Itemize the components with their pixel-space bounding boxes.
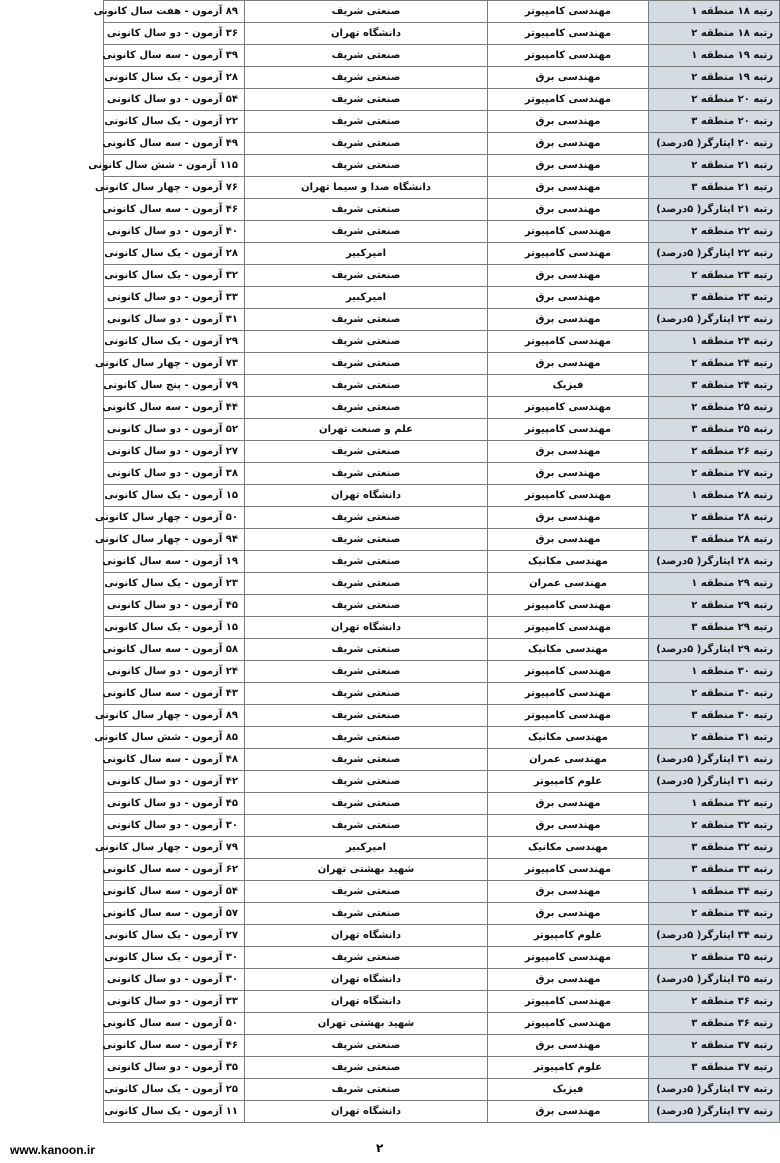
rank-cell: رتبه ۲۴ منطقه ۲ (649, 353, 780, 375)
table-row (104, 375, 780, 397)
university-cell: صنعتی شریف (245, 309, 488, 331)
rank-cell: رتبه ۲۰ منطقه ۳ (649, 111, 780, 133)
field-cell: مهندسی عمران (488, 749, 649, 771)
field-cell: مهندسی برق (488, 353, 649, 375)
field-cell: مهندسی برق (488, 529, 649, 551)
table-row (104, 815, 780, 837)
field-cell: مهندسی کامپیوتر (488, 45, 649, 67)
table-row (104, 463, 780, 485)
rank-cell: رتبه ۲۲ منطقه ۲ (649, 221, 780, 243)
university-cell: صنعتی شریف (245, 551, 488, 573)
field-cell: مهندسی برق (488, 969, 649, 991)
rank-cell: رتبه ۲۷ منطقه ۲ (649, 463, 780, 485)
rank-cell: رتبه ۳۰ منطقه ۳ (649, 705, 780, 727)
rank-cell: رتبه ۳۴ منطقه ۱ (649, 881, 780, 903)
field-cell: مهندسی کامپیوتر (488, 243, 649, 265)
rank-cell: رتبه ۲۹ منطقه ۲ (649, 595, 780, 617)
university-cell: صنعتی شریف (245, 441, 488, 463)
table-row (104, 221, 780, 243)
university-cell: صنعتی شریف (245, 705, 488, 727)
field-cell: مهندسی کامپیوتر (488, 485, 649, 507)
university-cell: صنعتی شریف (245, 573, 488, 595)
university-cell: صنعتی شریف (245, 661, 488, 683)
exams-cell: ۲۳ آزمون - یک سال کانونی (104, 573, 245, 595)
university-cell: دانشگاه تهران (245, 969, 488, 991)
table-row (104, 661, 780, 683)
exams-cell: ۲۸ آزمون - یک سال کانونی (104, 243, 245, 265)
rank-cell: رتبه ۲۰ ایثارگر( ۵درصد) (649, 133, 780, 155)
exams-cell: ۵۲ آزمون - دو سال کانونی (104, 419, 245, 441)
table-row (104, 529, 780, 551)
table-row (104, 287, 780, 309)
table-row (104, 947, 780, 969)
rank-cell: رتبه ۲۰ منطقه ۲ (649, 89, 780, 111)
field-cell: مهندسی کامپیوتر (488, 23, 649, 45)
rank-cell: رتبه ۳۴ ایثارگر( ۵درصد) (649, 925, 780, 947)
results-table (88, 0, 780, 1123)
university-cell: صنعتی شریف (245, 375, 488, 397)
table-row (104, 89, 780, 111)
university-cell: صنعتی شریف (245, 507, 488, 529)
exams-cell: ۳۰ آزمون - دو سال کانونی (104, 815, 245, 837)
rank-cell: رتبه ۲۶ منطقه ۲ (649, 441, 780, 463)
rank-cell: رتبه ۳۷ ایثارگر( ۵درصد) (649, 1079, 780, 1101)
rank-cell: رتبه ۳۱ ایثارگر( ۵درصد) (649, 749, 780, 771)
table-row (104, 419, 780, 441)
exams-cell: ۵۰ آزمون - سه سال کانونی (104, 1013, 245, 1035)
table-row (104, 683, 780, 705)
field-cell: مهندسی کامپیوتر (488, 89, 649, 111)
university-cell: صنعتی شریف (245, 1079, 488, 1101)
exams-cell: ۴۰ آزمون - دو سال کانونی (104, 221, 245, 243)
rank-cell: رتبه ۱۹ منطقه ۲ (649, 67, 780, 89)
university-cell: صنعتی شریف (245, 331, 488, 353)
exams-cell: ۳۰ آزمون - دو سال کانونی (104, 969, 245, 991)
table-row (104, 1079, 780, 1101)
table-row (104, 551, 780, 573)
rank-cell: رتبه ۲۴ منطقه ۱ (649, 331, 780, 353)
field-cell: مهندسی برق (488, 463, 649, 485)
rank-cell: رتبه ۳۱ منطقه ۲ (649, 727, 780, 749)
exams-cell: ۲۹ آزمون - یک سال کانونی (104, 331, 245, 353)
university-cell: صنعتی شریف (245, 133, 488, 155)
university-cell: صنعتی شریف (245, 353, 488, 375)
field-cell: مهندسی برق (488, 903, 649, 925)
field-cell: مهندسی کامپیوتر (488, 947, 649, 969)
university-cell: صنعتی شریف (245, 683, 488, 705)
table-row (104, 573, 780, 595)
exams-cell: ۱۹ آزمون - سه سال کانونی (104, 551, 245, 573)
university-cell: صنعتی شریف (245, 155, 488, 177)
university-cell: صنعتی شریف (245, 727, 488, 749)
university-cell: صنعتی شریف (245, 793, 488, 815)
rank-cell: رتبه ۲۱ منطقه ۲ (649, 155, 780, 177)
field-cell: مهندسی برق (488, 199, 649, 221)
university-cell: صنعتی شریف (245, 199, 488, 221)
field-cell: مهندسی برق (488, 815, 649, 837)
table-row (104, 991, 780, 1013)
exams-cell: ۵۴ آزمون - دو سال کانونی (104, 89, 245, 111)
field-cell: مهندسی برق (488, 441, 649, 463)
results-table-body (88, 1, 780, 1123)
rank-cell: رتبه ۲۱ ایثارگر( ۵درصد) (649, 199, 780, 221)
rank-cell: رتبه ۲۵ منطقه ۳ (649, 419, 780, 441)
exams-cell: ۳۵ آزمون - دو سال کانونی (104, 1057, 245, 1079)
exams-cell: ۳۰ آزمون - یک سال کانونی (104, 947, 245, 969)
table-row (104, 1, 780, 23)
field-cell: مهندسی برق (488, 507, 649, 529)
rank-cell: رتبه ۲۱ منطقه ۳ (649, 177, 780, 199)
field-cell: مهندسی کامپیوتر (488, 331, 649, 353)
exams-cell: ۵۴ آزمون - سه سال کانونی (104, 881, 245, 903)
university-cell: دانشگاه تهران (245, 991, 488, 1013)
rank-cell: رتبه ۳۴ منطقه ۲ (649, 903, 780, 925)
rank-cell: رتبه ۳۷ منطقه ۳ (649, 1057, 780, 1079)
rank-cell: رتبه ۲۳ ایثارگر( ۵درصد) (649, 309, 780, 331)
table-row (104, 595, 780, 617)
table-row (104, 1101, 780, 1123)
university-cell: صنعتی شریف (245, 947, 488, 969)
field-cell: مهندسی کامپیوتر (488, 859, 649, 881)
table-row (104, 265, 780, 287)
university-cell: علم و صنعت تهران (245, 419, 488, 441)
field-cell: مهندسی کامپیوتر (488, 419, 649, 441)
table-row (104, 749, 780, 771)
exams-cell: ۳۳ آزمون - دو سال کانونی (104, 991, 245, 1013)
exams-cell: ۷۳ آزمون - چهار سال کانونی (104, 353, 245, 375)
field-cell: مهندسی مکانیک (488, 837, 649, 859)
exams-cell: ۷۹ آزمون - چهار سال کانونی (104, 837, 245, 859)
rank-cell: رتبه ۲۸ ایثارگر( ۵درصد) (649, 551, 780, 573)
field-cell: مهندسی کامپیوتر (488, 661, 649, 683)
field-cell: علوم کامپیوتر (488, 925, 649, 947)
rank-cell: رتبه ۲۵ منطقه ۲ (649, 397, 780, 419)
field-cell: مهندسی برق (488, 1101, 649, 1123)
exams-cell: ۴۵ آزمون - دو سال کانونی (104, 793, 245, 815)
rank-cell: رتبه ۳۲ منطقه ۱ (649, 793, 780, 815)
exams-cell: ۳۹ آزمون - سه سال کانونی (104, 45, 245, 67)
table-row (104, 353, 780, 375)
field-cell: مهندسی کامپیوتر (488, 397, 649, 419)
university-cell: شهید بهشتی تهران (245, 859, 488, 881)
rank-cell: رتبه ۲۹ منطقه ۱ (649, 573, 780, 595)
exams-cell: ۲۴ آزمون - دو سال کانونی (104, 661, 245, 683)
rank-cell: رتبه ۲۳ منطقه ۲ (649, 265, 780, 287)
field-cell: مهندسی برق (488, 881, 649, 903)
university-cell: صنعتی شریف (245, 67, 488, 89)
exams-cell: ۸۵ آزمون - شش سال کانونی (104, 727, 245, 749)
rank-cell: رتبه ۲۹ منطقه ۳ (649, 617, 780, 639)
university-cell: صنعتی شریف (245, 529, 488, 551)
exams-cell: ۶۲ آزمون - سه سال کانونی (104, 859, 245, 881)
table-row (104, 45, 780, 67)
rank-cell: رتبه ۱۸ منطقه ۱ (649, 1, 780, 23)
website-url[interactable]: www.kanoon.ir (10, 1143, 95, 1157)
field-cell: علوم کامپیوتر (488, 1057, 649, 1079)
rank-cell: رتبه ۱۹ منطقه ۱ (649, 45, 780, 67)
table-row (104, 903, 780, 925)
university-cell: صنعتی شریف (245, 903, 488, 925)
field-cell: مهندسی مکانیک (488, 727, 649, 749)
rank-cell: رتبه ۲۹ ایثارگر( ۵درصد) (649, 639, 780, 661)
field-cell: مهندسی کامپیوتر (488, 595, 649, 617)
exams-cell: ۹۴ آزمون - چهار سال کانونی (104, 529, 245, 551)
exams-cell: ۲۸ آزمون - یک سال کانونی (104, 67, 245, 89)
university-cell: صنعتی شریف (245, 1, 488, 23)
rank-cell: رتبه ۲۸ منطقه ۳ (649, 529, 780, 551)
rank-cell: رتبه ۲۲ ایثارگر( ۵درصد) (649, 243, 780, 265)
table-row (104, 441, 780, 463)
field-cell: مهندسی برق (488, 67, 649, 89)
rank-cell: رتبه ۳۶ منطقه ۲ (649, 991, 780, 1013)
table-row (104, 859, 780, 881)
table-row (104, 793, 780, 815)
table-row (104, 67, 780, 89)
exams-cell: ۲۲ آزمون - یک سال کانونی (104, 111, 245, 133)
rank-cell: رتبه ۳۵ ایثارگر( ۵درصد) (649, 969, 780, 991)
rank-cell: رتبه ۳۵ منطقه ۲ (649, 947, 780, 969)
exams-cell: ۸۹ آزمون - هفت سال کانونی (104, 1, 245, 23)
rank-cell: رتبه ۳۲ منطقه ۲ (649, 815, 780, 837)
field-cell: مهندسی برق (488, 793, 649, 815)
university-cell: صنعتی شریف (245, 749, 488, 771)
field-cell: مهندسی مکانیک (488, 639, 649, 661)
field-cell: فیزیک (488, 375, 649, 397)
university-cell: صنعتی شریف (245, 815, 488, 837)
university-cell: صنعتی شریف (245, 397, 488, 419)
university-cell: دانشگاه صدا و سیما تهران (245, 177, 488, 199)
exams-cell: ۷۹ آزمون - پنج سال کانونی (104, 375, 245, 397)
university-cell: صنعتی شریف (245, 595, 488, 617)
university-cell: صنعتی شریف (245, 111, 488, 133)
table-row (104, 881, 780, 903)
field-cell: مهندسی برق (488, 1035, 649, 1057)
table-row (104, 331, 780, 353)
field-cell: علوم کامپیوتر (488, 771, 649, 793)
rank-cell: رتبه ۳۳ منطقه ۳ (649, 859, 780, 881)
exams-cell: ۳۶ آزمون - دو سال کانونی (104, 23, 245, 45)
field-cell: مهندسی برق (488, 111, 649, 133)
university-cell: صنعتی شریف (245, 463, 488, 485)
exams-cell: ۱۱ آزمون - یک سال کانونی (104, 1101, 245, 1123)
exams-cell: ۲۷ آزمون - یک سال کانونی (104, 925, 245, 947)
university-cell: صنعتی شریف (245, 1057, 488, 1079)
exams-cell: ۴۶ آزمون - سه سال کانونی (104, 199, 245, 221)
table-row (104, 485, 780, 507)
field-cell: مهندسی مکانیک (488, 551, 649, 573)
rank-cell: رتبه ۲۸ منطقه ۱ (649, 485, 780, 507)
exams-cell: ۳۱ آزمون - دو سال کانونی (104, 309, 245, 331)
field-cell: مهندسی برق (488, 287, 649, 309)
table-row (104, 199, 780, 221)
rank-cell: رتبه ۳۱ ایثارگر( ۵درصد) (649, 771, 780, 793)
exams-cell: ۴۶ آزمون - سه سال کانونی (104, 1035, 245, 1057)
rank-cell: رتبه ۳۲ منطقه ۳ (649, 837, 780, 859)
university-cell: امیرکبیر (245, 243, 488, 265)
table-row (104, 309, 780, 331)
rank-cell: رتبه ۳۷ منطقه ۲ (649, 1035, 780, 1057)
university-cell: صنعتی شریف (245, 89, 488, 111)
table-row (104, 617, 780, 639)
exams-cell: ۴۸ آزمون - سه سال کانونی (104, 749, 245, 771)
university-cell: صنعتی شریف (245, 265, 488, 287)
field-cell: مهندسی برق (488, 177, 649, 199)
university-cell: صنعتی شریف (245, 881, 488, 903)
university-cell: دانشگاه تهران (245, 23, 488, 45)
rank-cell: رتبه ۳۷ ایثارگر( ۵درصد) (649, 1101, 780, 1123)
field-cell: مهندسی کامپیوتر (488, 617, 649, 639)
table-row (104, 1035, 780, 1057)
university-cell: شهید بهشتی تهران (245, 1013, 488, 1035)
table-row (104, 507, 780, 529)
exams-cell: ۱۵ آزمون - یک سال کانونی (104, 485, 245, 507)
table-row (104, 155, 780, 177)
university-cell: امیرکبیر (245, 287, 488, 309)
field-cell: مهندسی کامپیوتر (488, 1, 649, 23)
exams-cell: ۷۶ آزمون - چهار سال کانونی (104, 177, 245, 199)
university-cell: صنعتی شریف (245, 1035, 488, 1057)
exams-cell: ۴۲ آزمون - دو سال کانونی (104, 771, 245, 793)
field-cell: مهندسی کامپیوتر (488, 1013, 649, 1035)
rank-cell: رتبه ۳۰ منطقه ۲ (649, 683, 780, 705)
exams-cell: ۱۵ آزمون - یک سال کانونی (104, 617, 245, 639)
exams-cell: ۵۸ آزمون - سه سال کانونی (104, 639, 245, 661)
field-cell: مهندسی کامپیوتر (488, 991, 649, 1013)
university-cell: صنعتی شریف (245, 639, 488, 661)
exams-cell: ۸۹ آزمون - چهار سال کانونی (104, 705, 245, 727)
exams-cell: ۴۳ آزمون - سه سال کانونی (104, 683, 245, 705)
field-cell: مهندسی کامپیوتر (488, 221, 649, 243)
university-cell: صنعتی شریف (245, 771, 488, 793)
exams-cell: ۲۷ آزمون - دو سال کانونی (104, 441, 245, 463)
table-row (104, 705, 780, 727)
table-row (104, 177, 780, 199)
field-cell: مهندسی برق (488, 155, 649, 177)
page-number: ۲ (376, 1141, 384, 1155)
table-row (104, 243, 780, 265)
rank-cell: رتبه ۲۴ منطقه ۳ (649, 375, 780, 397)
field-cell: مهندسی کامپیوتر (488, 683, 649, 705)
rank-cell: رتبه ۲۳ منطقه ۳ (649, 287, 780, 309)
university-cell: امیرکبیر (245, 837, 488, 859)
university-cell: صنعتی شریف (245, 221, 488, 243)
university-cell: صنعتی شریف (245, 45, 488, 67)
university-cell: دانشگاه تهران (245, 617, 488, 639)
field-cell: مهندسی عمران (488, 573, 649, 595)
exams-cell: ۴۵ آزمون - دو سال کانونی (104, 595, 245, 617)
rank-cell: رتبه ۲۸ منطقه ۲ (649, 507, 780, 529)
rank-cell: رتبه ۱۸ منطقه ۲ (649, 23, 780, 45)
university-cell: دانشگاه تهران (245, 485, 488, 507)
table-row (104, 1057, 780, 1079)
field-cell: مهندسی برق (488, 309, 649, 331)
table-row (104, 111, 780, 133)
rank-cell: رتبه ۳۶ منطقه ۳ (649, 1013, 780, 1035)
table-row (104, 639, 780, 661)
exams-cell: ۵۷ آزمون - سه سال کانونی (104, 903, 245, 925)
table-row (104, 925, 780, 947)
table-row (104, 133, 780, 155)
field-cell: مهندسی برق (488, 133, 649, 155)
rank-cell: رتبه ۳۰ منطقه ۱ (649, 661, 780, 683)
table-row (104, 969, 780, 991)
field-cell: مهندسی برق (488, 265, 649, 287)
table-row (104, 837, 780, 859)
exams-cell: ۴۹ آزمون - سه سال کانونی (104, 133, 245, 155)
exams-cell: ۳۸ آزمون - دو سال کانونی (104, 463, 245, 485)
table-row (104, 727, 780, 749)
exams-cell: ۳۳ آزمون - دو سال کانونی (104, 287, 245, 309)
field-cell: مهندسی کامپیوتر (488, 705, 649, 727)
university-cell: دانشگاه تهران (245, 925, 488, 947)
exams-cell: ۴۴ آزمون - سه سال کانونی (104, 397, 245, 419)
exams-cell: ۵۰ آزمون - چهار سال کانونی (104, 507, 245, 529)
exams-cell: ۲۵ آزمون - یک سال کانونی (104, 1079, 245, 1101)
exams-cell: ۱۱۵ آزمون - شش سال کانونی (104, 155, 245, 177)
exams-cell: ۳۲ آزمون - یک سال کانونی (104, 265, 245, 287)
table-row (104, 1013, 780, 1035)
table-row (104, 23, 780, 45)
table-row (104, 397, 780, 419)
university-cell: دانشگاه تهران (245, 1101, 488, 1123)
table-row (104, 771, 780, 793)
field-cell: فیزیک (488, 1079, 649, 1101)
